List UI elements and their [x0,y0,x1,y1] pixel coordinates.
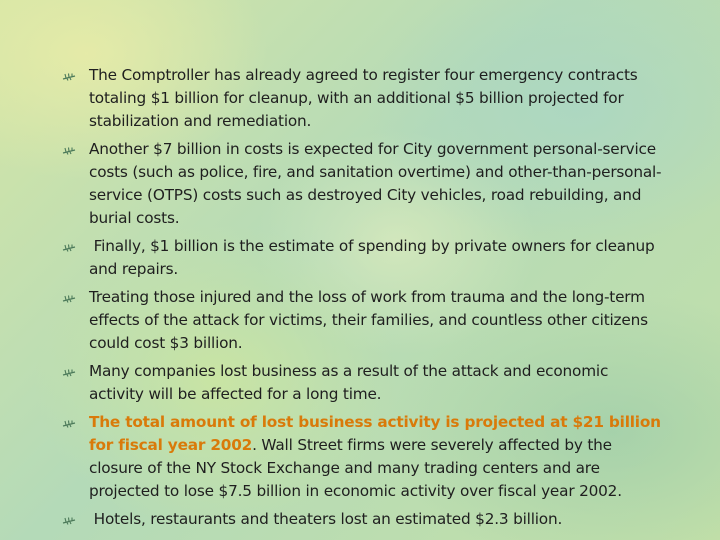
bullet-item [62,235,662,281]
leaf-bullet-icon [62,72,78,81]
leaf-bullet-icon [62,146,78,155]
bullet-item [62,360,662,406]
bullet-text: Many companies lost business as a result of the attack and economic activity will be affected for a long time. [89,362,609,403]
leaf-bullet-icon [62,294,78,303]
leaf-bullet-icon [62,516,78,525]
leaf-bullet-icon [62,368,78,377]
bullet-text: Another $7 billion in costs is expected for City government personal-service costs (such as police, fire, and sanitation overtime) and other-than-personal-service (OTPS) costs such as destroyed City vehicles, road rebuilding, and burial costs. [89,140,662,227]
leaf-bullet-icon [62,243,78,252]
bullet-item [62,286,662,355]
bullet-item [62,508,662,531]
bullet-item [62,64,662,133]
bullet-item [62,138,662,230]
bullet-text: Hotels, restaurants and theaters lost an estimated $2.3 billion. [89,510,563,528]
bullet-text: The Comptroller has already agreed to register four emergency contracts totaling $1 billion for cleanup, with an additional $5 billion projected for stabilization and remediation. [89,66,638,130]
leaf-bullet-icon [62,419,78,428]
bullet-highlight-text: The total amount of lost business activity is projected at $21 billion for fiscal year 2002 [89,413,661,454]
bullet-item [62,411,662,503]
bullet-text: Treating those injured and the loss of work from trauma and the long-term effects of the attack for victims, their families, and countless other citizens could cost $3 billion. [89,288,648,352]
bullet-text: . Wall Street firms were severely affected by the closure of the NY Stock Exchange and many trading centers and are projected to lose $7.5 billion in economic activity over fiscal year 2002. [89,436,622,500]
bullet-text: Finally, $1 billion is the estimate of spending by private owners for cleanup and repairs. [89,237,660,278]
bullet-list [62,64,662,536]
